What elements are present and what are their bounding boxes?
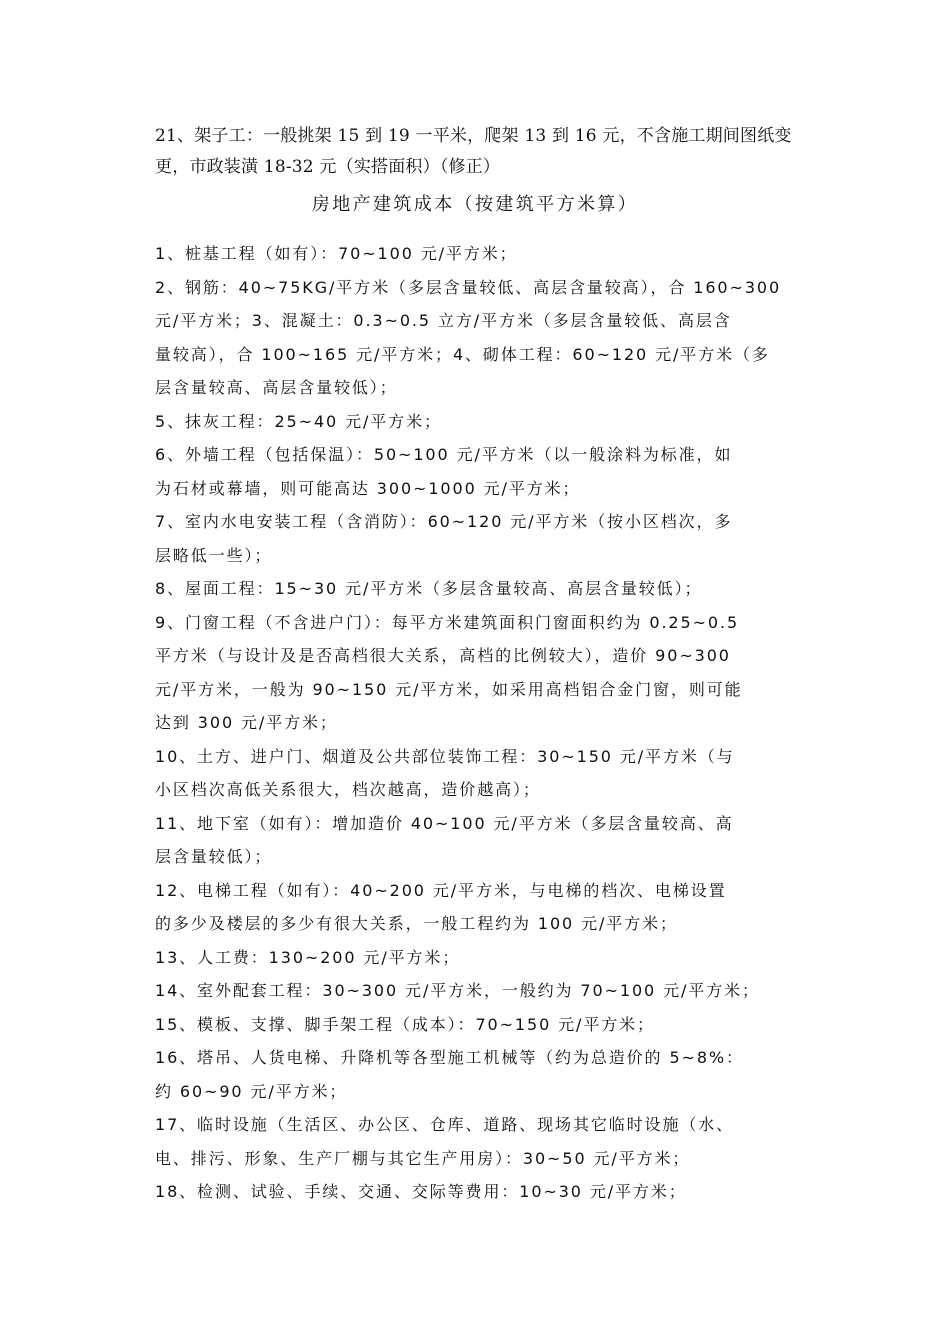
intro-line-2: 更，市政装潢 18-32 元（实搭面积）（修正） bbox=[155, 157, 501, 177]
text-line-7: 6、外墙工程（包括保温）：50~100 元/平方米（以一般涂料为标准，如 bbox=[155, 445, 733, 464]
text-line-19: 层含量较低）； bbox=[155, 847, 273, 866]
text-line-11: 8、屋面工程：15~30 元/平方米（多层含量较高、高层含量较低）； bbox=[155, 579, 703, 598]
text-line-28: 电、排污、形象、生产厂棚与其它生产用房）：30~50 元/平方米； bbox=[155, 1149, 691, 1168]
text-line-21: 的多少及楼层的多少有很大关系，一般工程约为 100 元/平方米； bbox=[155, 914, 678, 933]
text-line-14: 元/平方米，一般为 90~150 元/平方米，如采用高档铝合金门窗，则可能 bbox=[155, 680, 743, 699]
text-line-15: 达到 300 元/平方米； bbox=[155, 713, 338, 732]
text-line-4: 量较高），合 100~165 元/平方米；4、砌体工程：60~120 元/平方米（多 bbox=[155, 345, 770, 364]
text-line-1: 1、桩基工程（如有）：70~100 元/平方米； bbox=[155, 244, 518, 263]
text-line-5: 层含量较高、高层含量较低）； bbox=[155, 378, 398, 397]
text-line-20: 12、电梯工程（如有）：40~200 元/平方米，与电梯的档次、电梯设置 bbox=[155, 881, 727, 900]
text-line-26: 约 60~90 元/平方米； bbox=[155, 1082, 348, 1101]
text-line-8: 为石材或幕墙，则可能高达 300~1000 元/平方米； bbox=[155, 479, 581, 498]
text-line-12: 9、门窗工程（不含进户门）：每平方米建筑面积门窗面积约为 0.25~0.5 bbox=[155, 613, 740, 632]
text-line-10: 层略低一些）； bbox=[155, 546, 273, 565]
text-line-24: 15、模板、支撑、脚手架工程（成本）：70~150 元/平方米； bbox=[155, 1015, 655, 1034]
text-line-22: 13、人工费：130~200 元/平方米； bbox=[155, 948, 461, 967]
text-line-13: 平方米（与设计及是否高档很大关系，高档的比例较大），造价 90~300 bbox=[155, 646, 731, 665]
text-line-27: 17、临时设施（生活区、办公区、仓库、道路、现场其它临时设施（水、 bbox=[155, 1115, 735, 1134]
text-line-25: 16、塔吊、人货电梯、升降机等各型施工机械等（约为总造价的 5~8%： bbox=[155, 1048, 744, 1067]
text-line-29: 18、检测、试验、手续、交通、交际等费用：10~30 元/平方米； bbox=[155, 1182, 687, 1201]
text-line-23: 14、室外配套工程：30~300 元/平方米，一般约为 70~100 元/平方米； bbox=[155, 981, 760, 1000]
text-line-17: 小区档次高低关系很大，档次越高，造价越高）； bbox=[155, 780, 541, 799]
text-line-9: 7、室内水电安装工程（含消防）：60~120 元/平方米（按小区档次，多 bbox=[155, 512, 733, 531]
text-line-2: 2、钢筋：40~75KG/平方米（多层含量较低、高层含量较高），合 160~300 bbox=[155, 278, 782, 297]
text-line-18: 11、地下室（如有）：增加造价 40~100 元/平方米（多层含量较高、高 bbox=[155, 814, 734, 833]
text-line-16: 10、土方、进户门、烟道及公共部位装饰工程：30~150 元/平方米（与 bbox=[155, 747, 735, 766]
text-line-6: 5、抹灰工程：25~40 元/平方米； bbox=[155, 412, 442, 431]
section-title: 房地产建筑成本（按建筑平方米算） bbox=[311, 194, 639, 215]
text-line-3: 元/平方米；3、混凝土：0.3~0.5 立方/平方米（多层含量较低、高层含 bbox=[155, 311, 732, 330]
intro-line-1: 21、架子工：一般挑架 15 到 19 一平米，爬架 13 到 16 元，不含施工期间图纸变 bbox=[155, 126, 792, 146]
